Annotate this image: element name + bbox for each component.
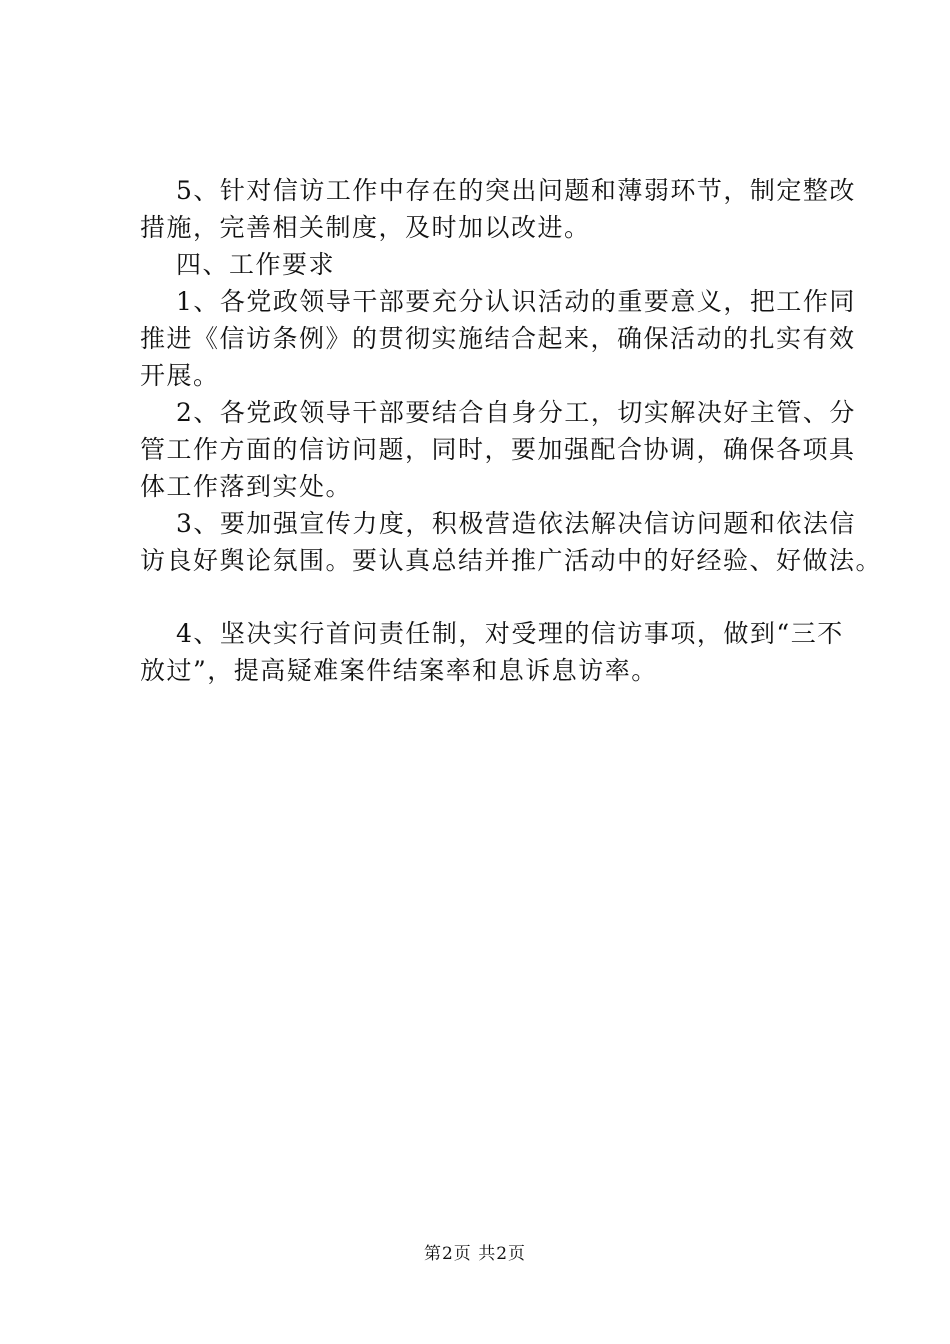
document-body	[140, 172, 883, 689]
section-heading-work-requirements	[140, 246, 840, 283]
paragraph-line: 开展。	[140, 361, 220, 390]
paragraph-line: 3、要加强宣传力度，积极营造依法解决信访问题和依法信	[176, 509, 856, 538]
paragraph-line: 推进《信访条例》的贯彻实施结合起来，确保活动的扎实有效	[140, 324, 856, 353]
paragraph-line: 1、各党政领导干部要充分认识活动的重要意义，把工作同	[176, 287, 856, 316]
paragraph-item-5	[140, 172, 856, 246]
section-heading: 四、工作要求	[176, 250, 336, 279]
paragraph-line: 放过”，提高疑难案件结案率和息诉息访率。	[140, 656, 658, 685]
page-number-footer: 第2页 共2页	[423, 1244, 527, 1264]
paragraph-line: 管工作方面的信访问题，同时，要加强配合协调，确保各项具	[140, 435, 856, 464]
paragraph-line: 访良好舆论氛围。要认真总结并推广活动中的好经验、好做法。	[140, 546, 883, 575]
paragraph-spacer	[140, 579, 840, 615]
paragraph-line: 体工作落到实处。	[140, 472, 353, 501]
paragraph-line: 措施，完善相关制度，及时加以改进。	[140, 213, 591, 242]
requirement-item-1	[140, 283, 856, 394]
requirement-item-4	[140, 615, 844, 689]
paragraph-line: 4、坚决实行首问责任制，对受理的信访事项，做到“三不	[176, 619, 844, 648]
paragraph-line: 5、针对信访工作中存在的突出问题和薄弱环节，制定整改	[176, 176, 856, 205]
requirement-item-2	[140, 394, 856, 505]
paragraph-line: 2、各党政领导干部要结合自身分工，切实解决好主管、分	[176, 398, 856, 427]
requirement-item-3	[140, 505, 883, 579]
